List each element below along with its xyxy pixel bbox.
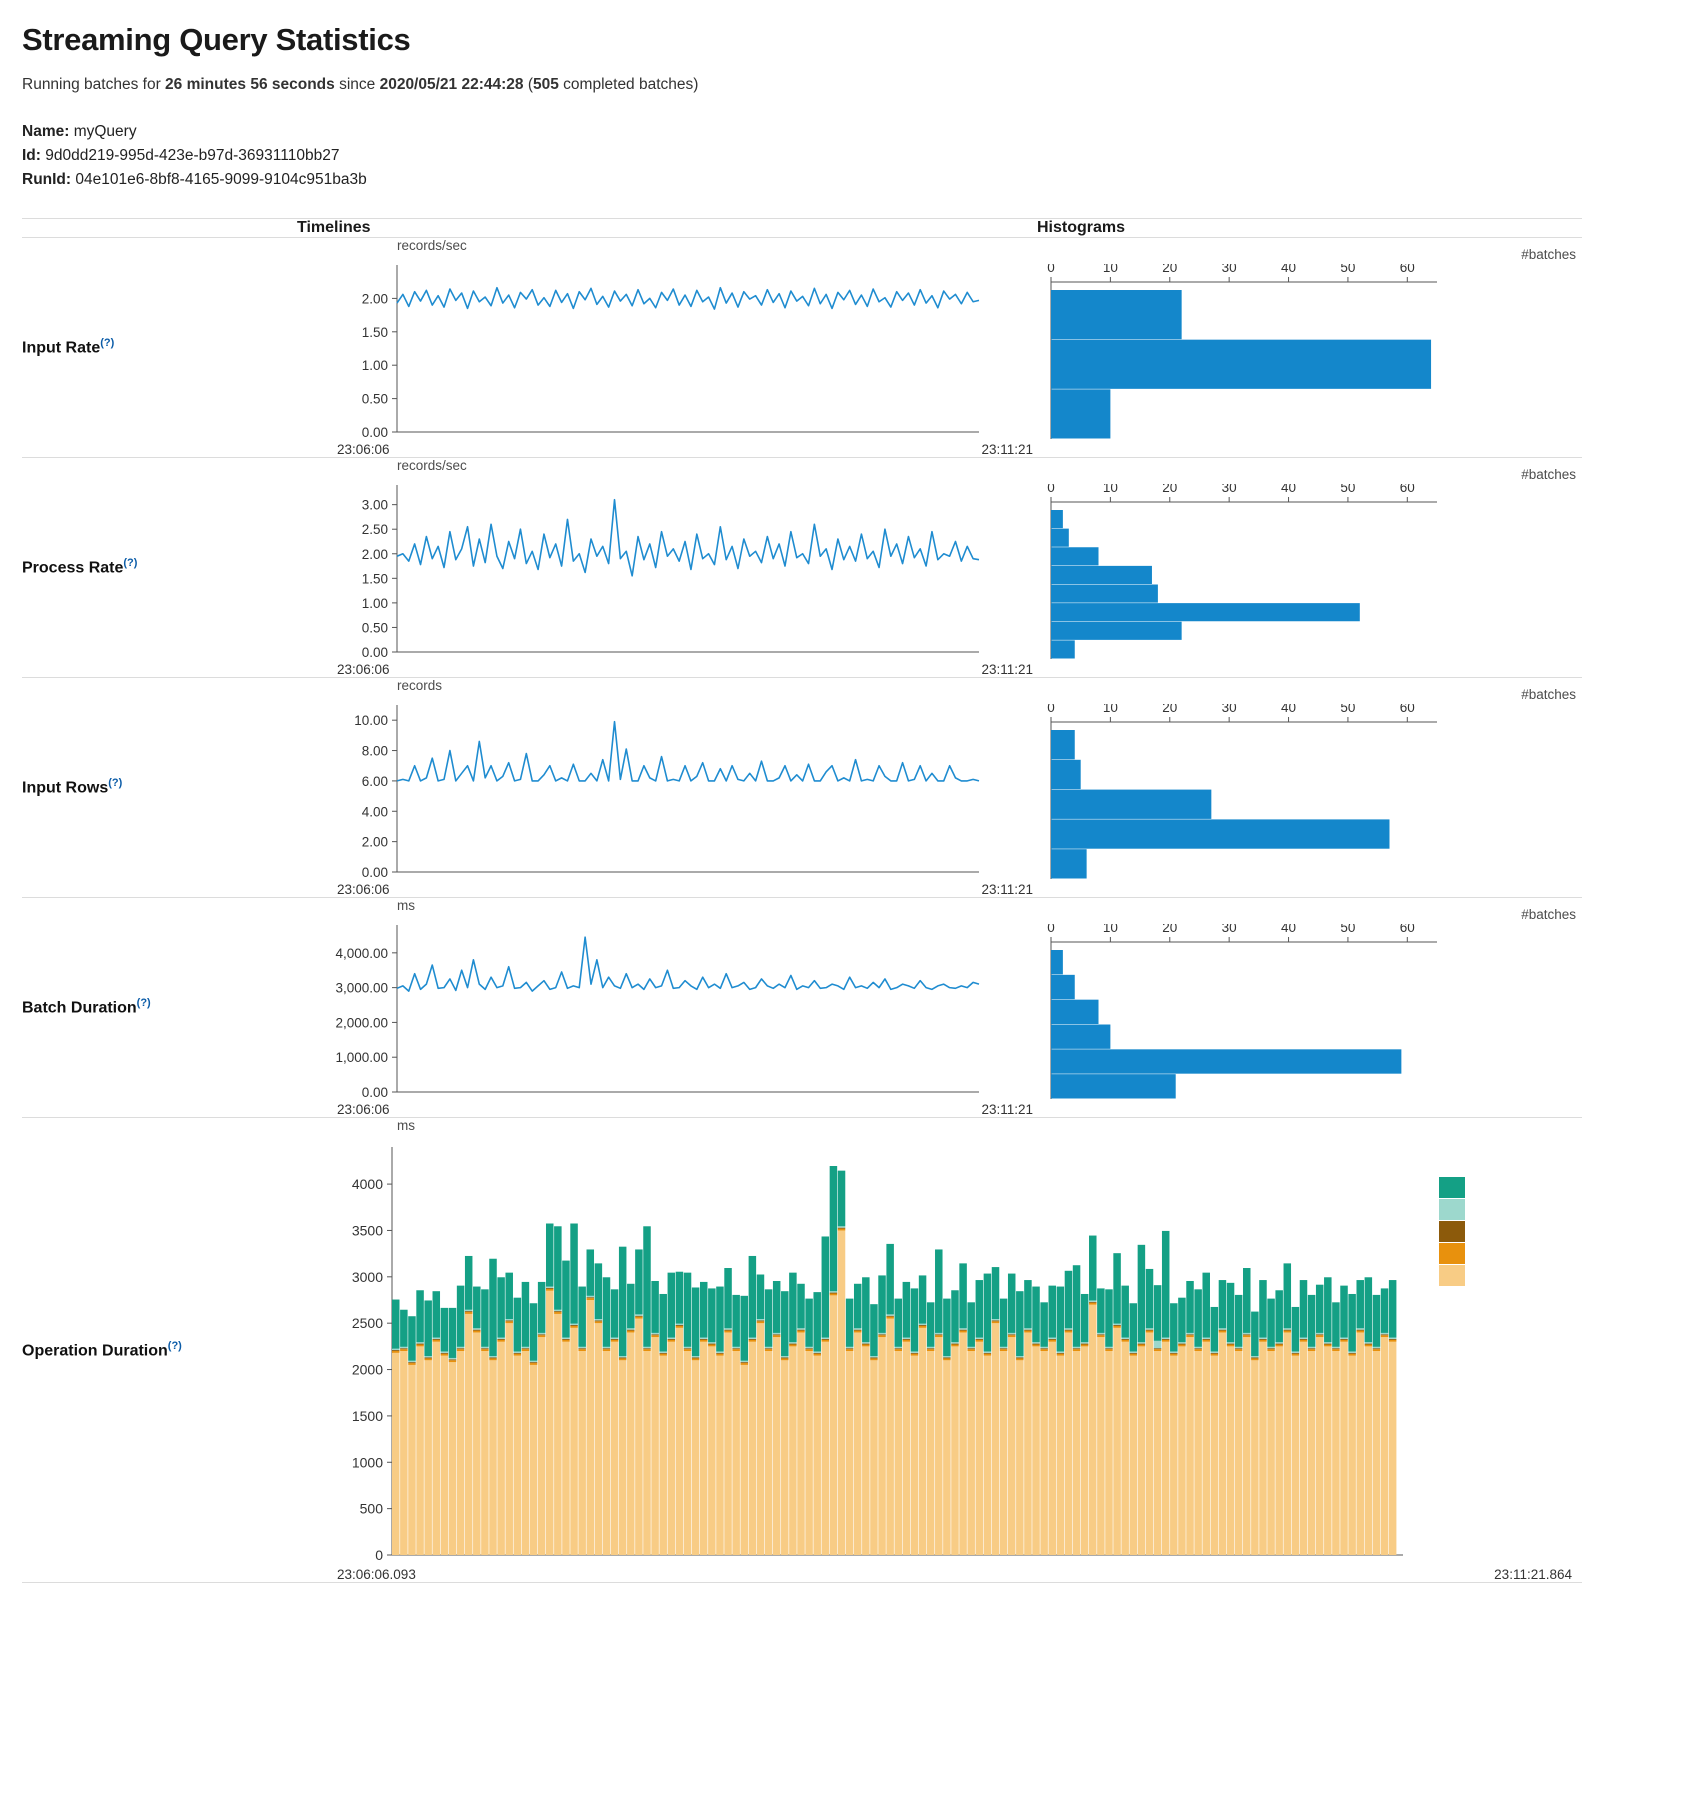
svg-text:4,000.00: 4,000.00: [335, 945, 388, 961]
svg-text:50: 50: [1340, 923, 1356, 935]
y-unit-label: ms: [397, 1118, 415, 1134]
help-icon[interactable]: (?): [100, 337, 115, 350]
x-tick-start: 23:06:06: [337, 442, 390, 458]
timeline-cell-input-rows: [297, 678, 1037, 898]
svg-text:500: 500: [359, 1500, 383, 1517]
svg-text:8.00: 8.00: [361, 743, 388, 759]
svg-text:1000: 1000: [351, 1454, 383, 1471]
svg-text:60: 60: [1399, 483, 1415, 495]
x-tick-end: 23:11:21: [981, 1102, 1033, 1118]
histogram-unit-label: #batches: [1521, 246, 1576, 262]
svg-text:1500: 1500: [351, 1407, 383, 1424]
svg-text:0.50: 0.50: [361, 391, 388, 407]
svg-text:10: 10: [1102, 923, 1118, 935]
query-name-value: myQuery: [73, 123, 137, 140]
timeline-cell-process-rate: [297, 458, 1037, 678]
row-label-text: Batch Duration: [22, 999, 137, 1017]
svg-text:40: 40: [1281, 703, 1297, 715]
process-rate-timeline-chart: [297, 477, 997, 662]
x-tick-start: 23:06:06: [337, 1102, 390, 1118]
query-id-value: 9d0dd219-995d-423e-b97d-36931110bb27: [45, 147, 340, 165]
y-unit-label: records/sec: [397, 238, 467, 254]
svg-text:1.50: 1.50: [361, 324, 388, 340]
row-label-text: Input Rate: [22, 339, 101, 357]
help-icon[interactable]: (?): [123, 557, 138, 570]
table-header-row: [22, 219, 1582, 238]
svg-text:30: 30: [1221, 263, 1237, 275]
row-label-batch-duration: [22, 898, 297, 1118]
histogram-unit-label: #batches: [1521, 686, 1576, 702]
svg-text:2.00: 2.00: [361, 546, 388, 562]
svg-text:4.00: 4.00: [361, 804, 388, 820]
batch-duration-histogram-chart: [1037, 924, 1537, 1109]
svg-text:10: 10: [1102, 263, 1118, 275]
y-unit-label: records/sec: [397, 458, 467, 474]
table-row: [22, 1118, 1582, 1583]
x-tick-start: 23:06:06.093: [337, 1567, 416, 1583]
svg-text:2500: 2500: [351, 1315, 383, 1332]
svg-text:50: 50: [1340, 263, 1356, 275]
svg-text:60: 60: [1399, 923, 1415, 935]
input-rows-histogram-chart: [1037, 704, 1537, 889]
header-blank: [22, 219, 297, 238]
summary-prefix: Running batches for: [22, 76, 166, 93]
summary-tail: completed batches): [558, 76, 699, 93]
table-row: [22, 238, 1582, 458]
svg-text:10: 10: [1102, 483, 1118, 495]
svg-text:3000: 3000: [351, 1268, 383, 1285]
histogram-cell-input-rate: [1037, 238, 1582, 458]
x-tick-end: 23:11:21: [981, 442, 1033, 458]
row-label-process-rate: [22, 458, 297, 678]
row-label-text: Process Rate: [22, 559, 124, 577]
svg-text:0.00: 0.00: [361, 425, 388, 441]
query-id-key: Id:: [22, 147, 41, 165]
svg-text:30: 30: [1221, 703, 1237, 715]
timeline-cell-input-rate: [297, 238, 1037, 458]
svg-text:0: 0: [1047, 703, 1055, 715]
svg-text:2000: 2000: [351, 1361, 383, 1378]
svg-text:2.00: 2.00: [361, 834, 388, 850]
summary-mid: since: [334, 76, 380, 93]
timeline-x-axis: [337, 1102, 1037, 1117]
svg-text:6.00: 6.00: [361, 773, 388, 789]
svg-text:20: 20: [1162, 703, 1178, 715]
svg-text:0.00: 0.00: [361, 865, 388, 881]
svg-text:4000: 4000: [351, 1176, 383, 1193]
query-runid-value: 04e101e6-8bf8-4165-9099-9104c951ba3b: [75, 171, 367, 189]
x-tick-end: 23:11:21: [981, 882, 1033, 898]
histogram-cell-input-rows: [1037, 678, 1582, 898]
input-rate-histogram-chart: [1037, 264, 1537, 449]
svg-text:2.00: 2.00: [361, 291, 388, 307]
svg-text:20: 20: [1162, 483, 1178, 495]
svg-text:2,000.00: 2,000.00: [335, 1015, 388, 1031]
query-id-row: [22, 144, 1671, 168]
y-unit-label: ms: [397, 898, 415, 914]
svg-text:3500: 3500: [351, 1222, 383, 1239]
svg-text:0.00: 0.00: [361, 1085, 388, 1101]
svg-text:2.50: 2.50: [361, 522, 388, 538]
x-tick-start: 23:06:06: [337, 662, 390, 678]
running-batches-summary: [22, 76, 1671, 94]
x-tick-end: 23:11:21: [981, 662, 1033, 678]
svg-text:60: 60: [1399, 263, 1415, 275]
svg-text:1.00: 1.00: [361, 595, 388, 611]
svg-text:0: 0: [1047, 263, 1055, 275]
row-label-input-rows: [22, 678, 297, 898]
statistics-table: [22, 218, 1582, 1583]
help-icon[interactable]: (?): [167, 1339, 182, 1352]
svg-text:40: 40: [1281, 483, 1297, 495]
timeline-x-axis: [337, 882, 1037, 897]
svg-text:1.50: 1.50: [361, 571, 388, 587]
svg-text:0: 0: [375, 1547, 383, 1564]
timeline-x-axis: [337, 442, 1037, 457]
help-icon[interactable]: (?): [136, 997, 151, 1010]
svg-text:10.00: 10.00: [354, 713, 388, 729]
row-label-text: Operation Duration: [22, 1342, 168, 1360]
svg-text:40: 40: [1281, 263, 1297, 275]
summary-open-paren: (: [523, 76, 533, 93]
y-unit-label: records: [397, 678, 443, 694]
svg-text:30: 30: [1221, 483, 1237, 495]
operation-duration-x-axis: [337, 1567, 1582, 1582]
histogram-cell-process-rate: [1037, 458, 1582, 678]
row-label-text: Input Rows: [22, 779, 109, 797]
svg-text:50: 50: [1340, 703, 1356, 715]
table-row: [22, 898, 1582, 1118]
svg-text:3,000.00: 3,000.00: [335, 980, 388, 996]
query-runid-key: RunId:: [22, 171, 72, 189]
histogram-unit-label: #batches: [1521, 906, 1576, 922]
input-rate-timeline-chart: [297, 257, 997, 442]
svg-text:50: 50: [1340, 483, 1356, 495]
query-name-key: Name:: [22, 123, 70, 140]
svg-text:30: 30: [1221, 923, 1237, 935]
operation-duration-cell: [297, 1118, 1582, 1583]
svg-text:10: 10: [1102, 703, 1118, 715]
histogram-cell-batch-duration: [1037, 898, 1582, 1118]
input-rows-timeline-chart: [297, 697, 997, 882]
x-tick-start: 23:06:06: [337, 882, 390, 898]
summary-duration: 26 minutes 56 seconds: [165, 76, 335, 93]
svg-text:0.00: 0.00: [361, 645, 388, 661]
svg-text:20: 20: [1162, 263, 1178, 275]
svg-text:60: 60: [1399, 703, 1415, 715]
query-runid-row: [22, 168, 1671, 192]
summary-start-time: 2020/05/21 22:44:28: [379, 76, 524, 93]
summary-batch-count: 505: [532, 76, 559, 93]
svg-text:0: 0: [1047, 483, 1055, 495]
table-row: [22, 458, 1582, 678]
timeline-cell-batch-duration: [297, 898, 1037, 1118]
svg-text:0.50: 0.50: [361, 620, 388, 636]
row-label-operation-duration: [22, 1118, 297, 1583]
svg-text:1.00: 1.00: [361, 358, 388, 374]
query-name-row: [22, 120, 1671, 144]
table-row: [22, 678, 1582, 898]
query-metadata: [22, 120, 1671, 192]
page-title: Streaming Query Statistics: [22, 22, 411, 57]
svg-text:3.00: 3.00: [361, 497, 388, 513]
histogram-unit-label: #batches: [1521, 466, 1576, 482]
svg-text:0: 0: [1047, 923, 1055, 935]
svg-text:40: 40: [1281, 923, 1297, 935]
help-icon[interactable]: (?): [108, 777, 123, 790]
header-histograms: Histograms: [1037, 219, 1582, 238]
x-tick-end: 23:11:21.864: [1494, 1567, 1572, 1583]
batch-duration-timeline-chart: [297, 917, 997, 1102]
operation-duration-chart: [297, 1137, 1527, 1567]
process-rate-histogram-chart: [1037, 484, 1537, 669]
svg-text:1,000.00: 1,000.00: [335, 1050, 388, 1066]
svg-text:20: 20: [1162, 923, 1178, 935]
header-timelines: Timelines: [297, 219, 1037, 238]
row-label-input-rate: [22, 238, 297, 458]
timeline-x-axis: [337, 662, 1037, 677]
